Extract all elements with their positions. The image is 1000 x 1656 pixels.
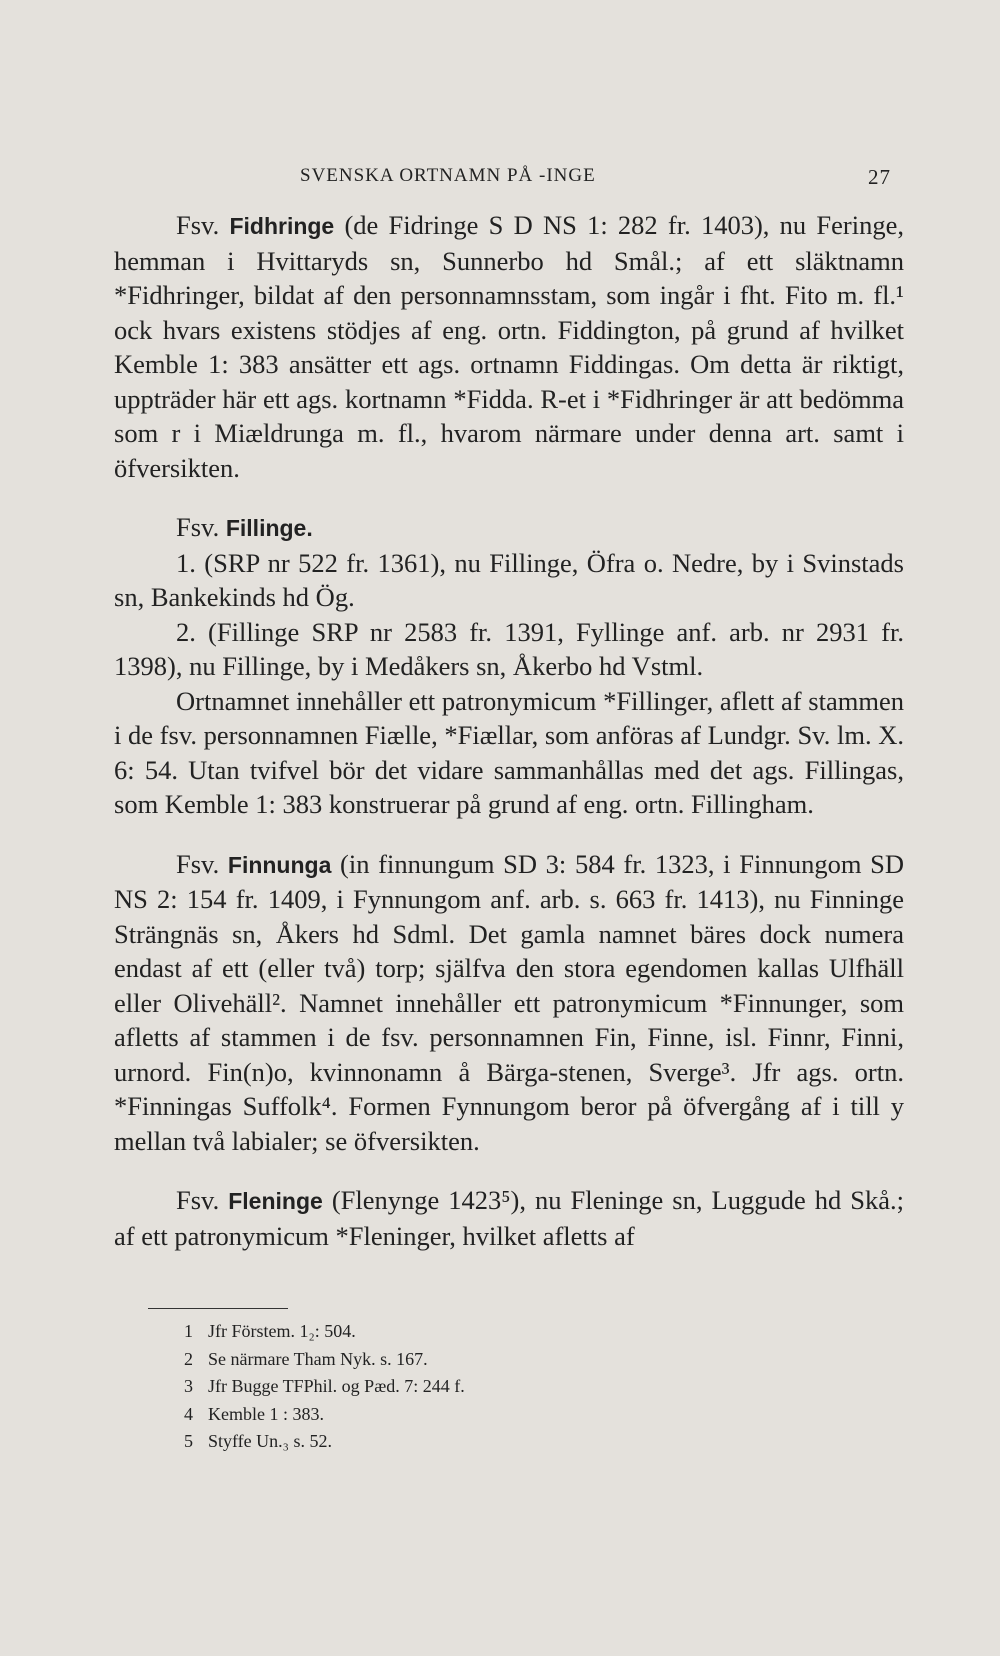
entry-text: (in finnungum SD 3: 584 fr. 1323, i Finnungom SD NS 2: 154 fr. 1409, i Fynnungom anf. arb. s. 663 fr. 1413), nu Finninge Strängnäs sn, Åkers hd Sdml. Det gamla namnet bäres dock numera endast af ett (eller två) torp; själfva den stora egendomen kallas Ulfhäll eller Olivehäll². Namnet innehåller ett patronymicum *Finnunger, som afletts af stammen i de fsv. personnamnen Fin, Finne, isl. Finnr, Finni, urnord. Fin(n)o, kvinnonamn å Bärga-stenen, Sverge³. Jfr ags. ortn. *Finningas Suffolk⁴. Formen Fynnungom beror på öfvergång af i till y mellan två labialer; se öfversikten. — [114, 848, 904, 1156]
footnote-text: Styffe Un.₃ s. 52. — [208, 1431, 332, 1451]
entry-prefix: Fsv. — [176, 1185, 229, 1215]
entry-prefix: Fsv. — [176, 848, 228, 879]
entry-prefix: Fsv. — [176, 512, 226, 542]
footnote-number: 1 — [184, 1321, 193, 1341]
entry-paragraph — [114, 1183, 904, 1253]
footnote-text: Jfr Bugge TFPhil. og Pæd. 7: 244 f. — [208, 1376, 465, 1396]
entry-text: (Flenynge 1423⁵), nu Fleninge sn, Luggude hd Skå.; af ett patronymicum *Fleninger, hvilket afletts af — [114, 1185, 904, 1251]
entry-fidhringe — [114, 208, 904, 485]
footnote-text: Kemble 1 : 383. — [208, 1403, 324, 1424]
footnote — [184, 1401, 465, 1429]
entry-paragraph — [114, 510, 904, 546]
entry-lemma: Fidhringe — [229, 213, 335, 239]
footnote — [184, 1373, 465, 1401]
page-number: 27 — [868, 165, 891, 189]
entry-finnunga — [114, 847, 904, 1159]
footnote — [184, 1346, 465, 1374]
entry-paragraph: Ortnamnet innehåller ett patronymicum *Fillinger, aflett af stammen i de fsv. personnamnen Fiælle, *Fiællar, som anföras af Lundgr. Sv. lm. X. 6: 54. Utan tvifvel bör det vidare sammanhållas med det ags. Fillingas, som Kemble 1: 383 konstruerar på grund af eng. ortn. Fillingham. — [114, 685, 904, 819]
footnote-number: 5 — [184, 1431, 193, 1451]
entry-lemma: Finnunga — [227, 851, 332, 878]
entry-paragraph — [114, 208, 904, 485]
body-text — [114, 208, 904, 1253]
entry-lemma: Fleninge — [228, 1188, 323, 1214]
entry-lemma: Fillinge. — [225, 515, 313, 541]
footnote-rule — [148, 1308, 288, 1309]
footnote — [184, 1428, 465, 1456]
entry-fillinge — [114, 510, 904, 822]
footnote-number: 3 — [184, 1376, 193, 1396]
footnote-text: Jfr Förstem. 1₂: 504. — [208, 1321, 356, 1341]
entry-paragraph: 2. (Fillinge SRP nr 2583 fr. 1391, Fyllinge anf. arb. nr 2931 fr. 1398), nu Fillinge, by i Medåkers sn, Åkerbo hd Vstml. — [114, 616, 904, 681]
entry-paragraph — [114, 847, 904, 1159]
running-title: SVENSKA ORTNAMN PÅ -INGE — [300, 165, 596, 186]
entry-paragraph: 1. (SRP nr 522 fr. 1361), nu Fillinge, Öfra o. Nedre, by i Svinstads sn, Bankekinds hd Ög. — [114, 547, 904, 612]
footnote-text: Se närmare Tham Nyk. s. 167. — [208, 1348, 428, 1369]
footnote-number: 2 — [184, 1348, 193, 1369]
footnote — [184, 1318, 465, 1346]
footnotes — [184, 1318, 465, 1456]
footnote-number: 4 — [184, 1403, 193, 1424]
entry-text: (de Fidringe S D NS 1: 282 fr. 1403), nu Feringe, hemman i Hvittaryds sn, Sunnerbo hd Smål.; af ett släktnamn *Fidhringer, bildat af den personnamnsstam, som ingår i fht. Fito m. fl.¹ ock hvars existens stödjes af eng. ortn. Fiddington, på grund af hvilket Kemble 1: 383 ansätter ett ags. ortnamn Fiddingas. Om detta är riktigt, uppträder här ett ags. kortnamn *Fidda. R-et i *Fidhringer är att bedömma som r i Miældrunga m. fl., hvarom närmare under denna art. samt i öfversikten. — [114, 210, 904, 483]
entry-fleninge — [114, 1183, 904, 1253]
entry-prefix: Fsv. — [176, 210, 230, 240]
